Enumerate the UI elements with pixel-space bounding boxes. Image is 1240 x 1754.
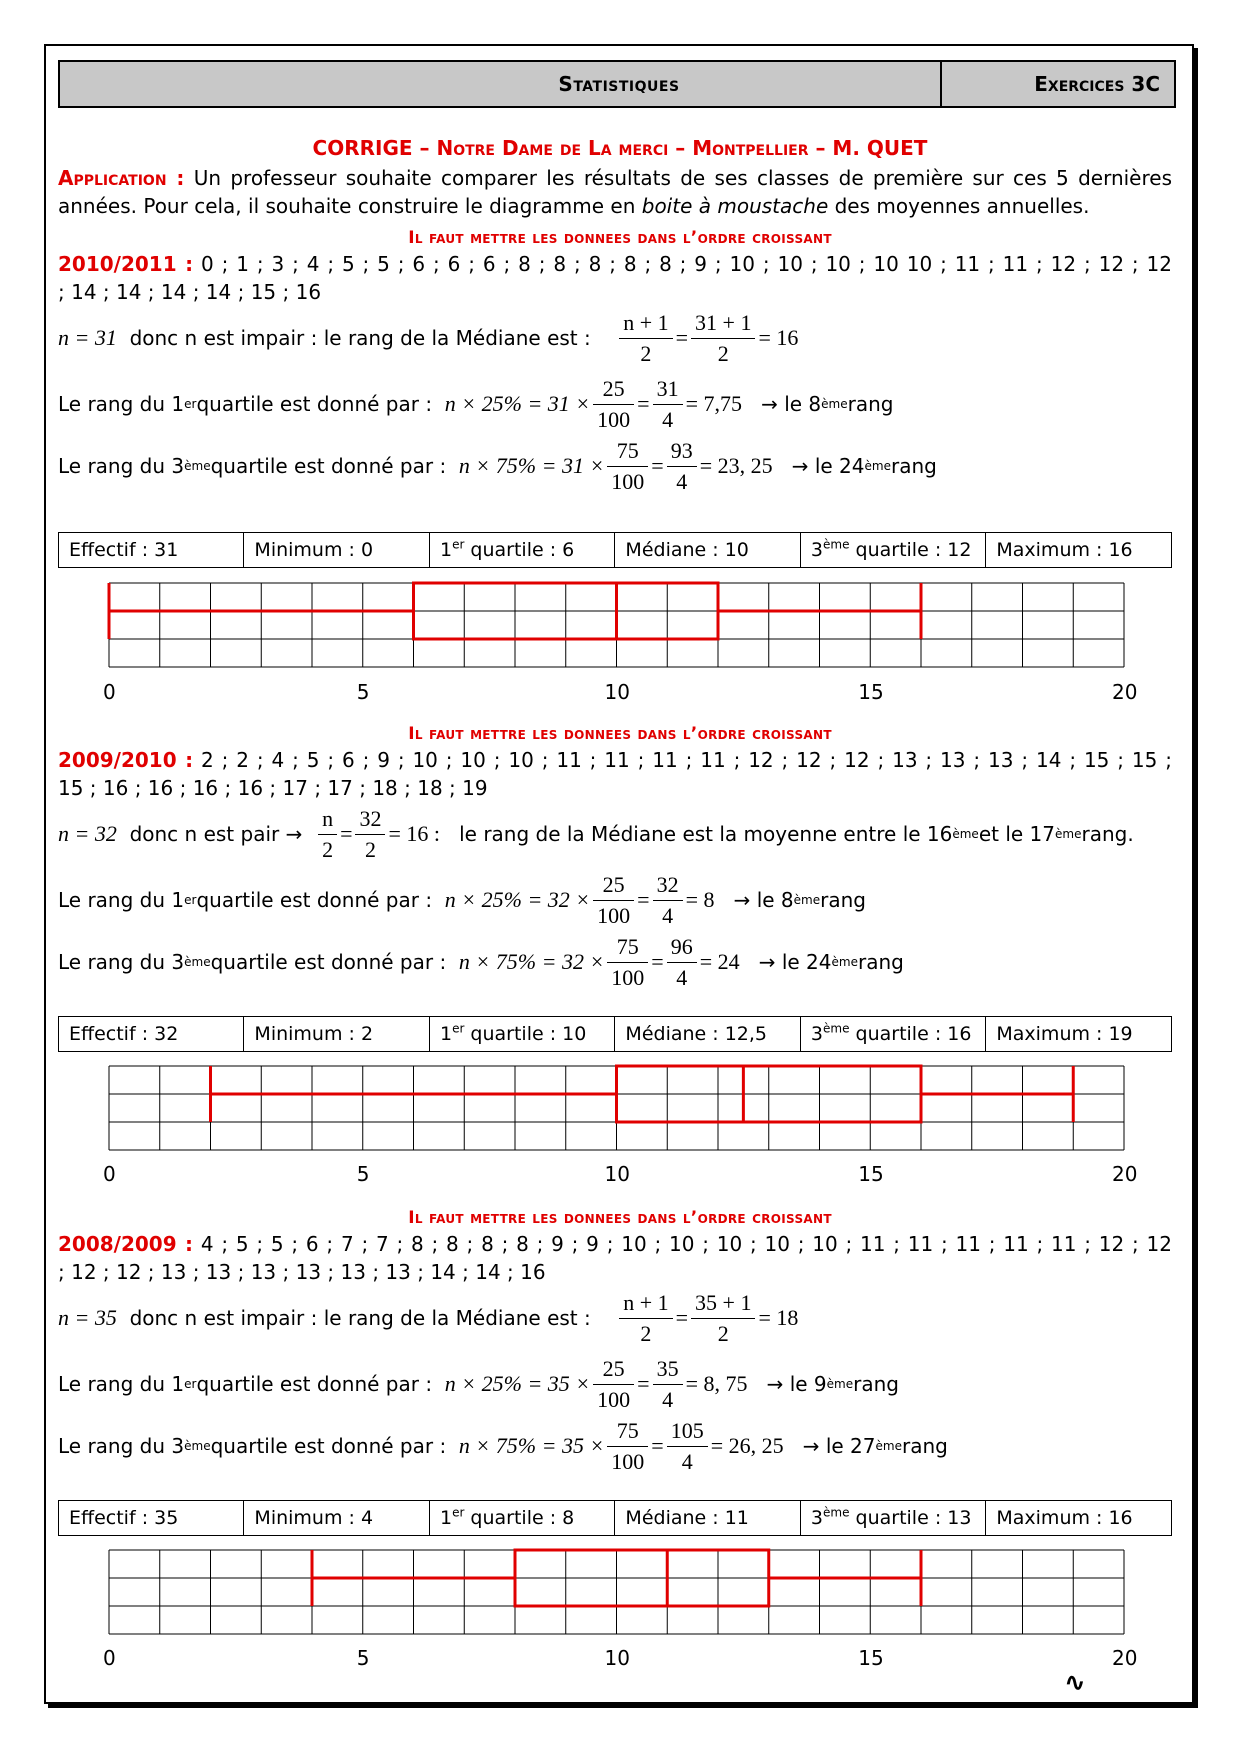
- q3-pre-s1: n × 75% = 31 ×: [458, 453, 605, 478]
- parity-s1: donc n est impair : le rang de la Médiane est :: [129, 326, 591, 350]
- q3-row-s1: Le rang du 3 ème quartile est donné par : n × 75% = 31 × $\frac{75}{100}$ = $\frac{93}{4}$ = 23, 25 → le 24 ème rang: [58, 437, 937, 494]
- median-row-s1: n = 31 donc n est impair : le rang de la Médiane est : $\frac{n + 1}{2}$ = $\frac{31 + 1}{2}$ = 16: [58, 310, 798, 366]
- axis-tick-label: 0: [103, 680, 116, 704]
- header-subject: Statistiques: [558, 72, 680, 96]
- summary-minimum: Minimum : 4: [244, 1501, 430, 1536]
- values-s1: 0 ; 1 ; 3 ; 4 ; 5 ; 5 ; 6 ; 6 ; 6 ; 8 ; 8 ; 8 ; 8 ; 8 ; 9 ; 10 ; 10 ; 10 ; 10 10 ; 11 ; 11 ; 12 ; 12 ; 12: [193, 252, 1173, 276]
- summary-median: Médiane : 11: [615, 1501, 801, 1536]
- axis-tick-label: 15: [858, 680, 884, 704]
- axis-tick-label: 20: [1112, 1646, 1138, 1670]
- axis-tick-label: 10: [604, 680, 630, 704]
- median-row-s3: n = 35 donc n est impair : le rang de la Médiane est : $\frac{n + 1}{2}$ = $\frac{35 + 1}{2}$ = 18: [58, 1289, 799, 1346]
- axis-tick-label: 5: [356, 1162, 370, 1186]
- axis-tick-label: 5: [356, 1646, 370, 1670]
- summary-minimum: Minimum : 2: [244, 1017, 430, 1052]
- n-s1: n = 31: [58, 325, 117, 350]
- year-s2: 2009/2010 :: [58, 748, 194, 772]
- q1-row-s1: Le rang du 1 er quartile est donné par : n × 25% = 31 × $\frac{25}{100}$ = $\frac{31}{4}$ = 7,75 → le 8 ème rang: [58, 375, 894, 432]
- summary-q3: 3ème quartile : 16: [800, 1017, 985, 1052]
- summary-table-s2: [58, 1016, 1172, 1052]
- instruction-1: Il faut mettre les donnees dans l’ordre croissant: [408, 228, 832, 248]
- q3-row-s3: Le rang du 3 ème quartile est donné par : n × 75% = 35 × $\frac{75}{100}$ = $\frac{105}{4}$ = 26, 25 → le 27 ème rang: [58, 1417, 948, 1474]
- axis-tick-label: 0: [103, 1646, 116, 1670]
- data-line2-s3: ; 12 ; 12 ; 13 ; 13 ; 13 ; 13 ; 13 ; 13 ; 14 ; 14 ; 16: [58, 1260, 546, 1284]
- year-s1: 2010/2011 :: [58, 252, 194, 276]
- summary-q3: 3ème quartile : 12: [800, 533, 985, 568]
- summary-q1: 1er quartile : 10: [429, 1017, 614, 1052]
- median-result-s1: = 16: [758, 325, 799, 350]
- header-exercise: Exercices 3C: [1034, 72, 1160, 96]
- median-frac2-s1: $\frac{31 + 1}{2}$: [691, 308, 755, 369]
- summary-effectif: Effectif : 32: [59, 1017, 244, 1052]
- axis-tick-label: 5: [356, 680, 370, 704]
- data-line1-s3: [58, 1230, 1172, 1258]
- summary-maximum: Maximum : 16: [986, 1501, 1172, 1536]
- axis-tick-label: 20: [1112, 1162, 1138, 1186]
- boxplot-s2: [100, 1064, 1130, 1156]
- q1-row-s3: Le rang du 1 er quartile est donné par : n × 25% = 35 × $\frac{25}{100}$ = $\frac{35}{4}$ = 8, 75 → le 9 ème rang: [58, 1355, 899, 1412]
- data-line1-s1: [58, 250, 1172, 278]
- application-label: Application :: [58, 166, 185, 190]
- summary-q1: 1er quartile : 8: [429, 1501, 614, 1536]
- summary-maximum: Maximum : 16: [986, 533, 1172, 568]
- data-line1-s2: [58, 746, 1172, 774]
- boxplot-s1: [100, 581, 1130, 673]
- summary-median: Médiane : 10: [615, 533, 801, 568]
- q3-row-s2: Le rang du 3 ème quartile est donné par : n × 75% = 32 × $\frac{75}{100}$ = $\frac{96}{4}$ = 24 → le 24 ème rang: [58, 933, 904, 990]
- summary-median: Médiane : 12,5: [615, 1017, 801, 1052]
- summary-minimum: Minimum : 0: [244, 533, 430, 568]
- axis-tick-label: 10: [604, 1646, 630, 1670]
- application-text1: Un professeur souhaite comparer les résultats de ses classes de première sur ces 5 dernières: [193, 166, 1172, 190]
- instruction-2: Il faut mettre les donnees dans l’ordre croissant: [408, 724, 832, 744]
- year-s3: 2008/2009 :: [58, 1232, 194, 1256]
- application-text2a: années. Pour cela, il souhaite construire le diagramme en: [58, 194, 642, 218]
- summary-effectif: Effectif : 35: [59, 1501, 244, 1536]
- values-s3: 4 ; 5 ; 5 ; 6 ; 7 ; 7 ; 8 ; 8 ; 8 ; 8 ; 9 ; 9 ; 10 ; 10 ; 10 ; 10 ; 10 ; 11 ; 11 ; 11 ; 11 ; 11 ; 12 ; 12: [193, 1232, 1172, 1256]
- axis-tick-label: 15: [858, 1162, 884, 1186]
- corner-mark: ∿: [1064, 1668, 1086, 1698]
- summary-effectif: Effectif : 31: [59, 533, 244, 568]
- summary-q3: 3ème quartile : 13: [800, 1501, 985, 1536]
- page-title: CORRIGE – Notre Dame de La merci – Montpellier – M. QUET: [312, 136, 928, 160]
- median-row-s2: n = 32 donc n est pair → $\frac{n}{2}$ = $\frac{32}{2}$ = 16 : le rang de la Médiane est la moyenne entre le 16 ème et le 17 ème rang.: [58, 805, 1134, 862]
- application-line2: [58, 192, 1172, 220]
- q1-pre-s1: n × 25% = 31 ×: [444, 391, 591, 416]
- summary-table-s1: [58, 532, 1172, 568]
- axis-tick-label: 20: [1112, 680, 1138, 704]
- axis-tick-label: 0: [103, 1162, 116, 1186]
- median-frac1-s1: $\frac{n + 1}{2}$: [619, 308, 672, 369]
- axis-tick-label: 10: [604, 1162, 630, 1186]
- boxplot-s3: [100, 1548, 1130, 1640]
- data-line2-s2: 15 ; 16 ; 16 ; 16 ; 16 ; 17 ; 17 ; 18 ; 18 ; 19: [58, 776, 488, 800]
- summary-q1: 1er quartile : 6: [429, 533, 614, 568]
- summary-maximum: Maximum : 19: [986, 1017, 1172, 1052]
- instruction-3: Il faut mettre les donnees dans l’ordre croissant: [408, 1208, 832, 1228]
- data-line2-s1: ; 14 ; 14 ; 14 ; 14 ; 15 ; 16: [58, 280, 322, 304]
- summary-table-s3: [58, 1500, 1172, 1536]
- values-s2: 2 ; 2 ; 4 ; 5 ; 6 ; 9 ; 10 ; 10 ; 10 ; 11 ; 11 ; 11 ; 11 ; 12 ; 12 ; 12 ; 13 ; 13 ; 13 ; 14 ; 15 ; 15 ;: [193, 748, 1172, 772]
- application-line1: [58, 164, 1172, 192]
- axis-tick-label: 15: [858, 1646, 884, 1670]
- q1-row-s2: Le rang du 1 er quartile est donné par : n × 25% = 32 × $\frac{25}{100}$ = $\frac{32}{4}$ = 8 → le 8 ème rang: [58, 871, 866, 928]
- application-text2-em: boite à moustache: [641, 194, 829, 218]
- page-header: [58, 60, 1176, 108]
- application-text2b: des moyennes annuelles.: [828, 194, 1090, 218]
